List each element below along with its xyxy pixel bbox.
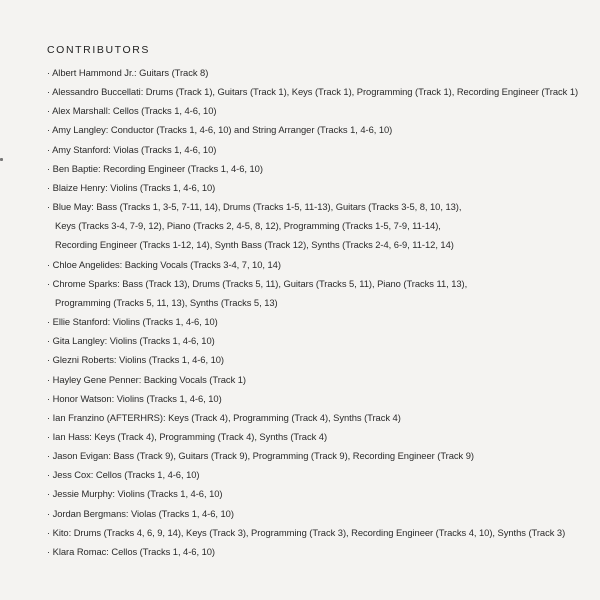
contributor-entry: · Ian Franzino (AFTERHRS): Keys (Track 4), Programming (Track 4), Synths (Track 4) bbox=[47, 411, 401, 423]
contributors-list bbox=[47, 63, 600, 561]
contributors-heading: CONTRIBUTORS bbox=[47, 44, 151, 56]
contributor-entry: · Blue May: Bass (Tracks 1, 3-5, 7-11, 14), Drums (Tracks 1-5, 11-13), Guitars (Tracks 3-5, 8, 10, 13), bbox=[47, 201, 462, 213]
contributor-entry: · Ellie Stanford: Violins (Tracks 1, 4-6, 10) bbox=[47, 316, 218, 328]
contributor-entry-continuation: Programming (Tracks 5, 11, 13), Synths (Tracks 5, 13) bbox=[55, 296, 278, 308]
contributor-entry: · Honor Watson: Violins (Tracks 1, 4-6, 10) bbox=[47, 392, 222, 404]
contributor-entry: · Ben Baptie: Recording Engineer (Tracks 1, 4-6, 10) bbox=[47, 162, 263, 174]
contributor-entry: · Gita Langley: Violins (Tracks 1, 4-6, 10) bbox=[47, 335, 215, 347]
contributor-entry: · Hayley Gene Penner: Backing Vocals (Track 1) bbox=[47, 373, 247, 385]
contributor-entry-continuation: Keys (Tracks 3-4, 7-9, 12), Piano (Tracks 2, 4-5, 8, 12), Programming (Tracks 1-5, 7-9, 11-14), bbox=[55, 220, 441, 232]
contributor-entry: · Chloe Angelides: Backing Vocals (Tracks 3-4, 7, 10, 14) bbox=[47, 258, 281, 270]
contributor-entry: · Blaize Henry: Violins (Tracks 1, 4-6, 10) bbox=[47, 181, 216, 193]
contributor-entry: · Amy Langley: Conductor (Tracks 1, 4-6, 10) and String Arranger (Tracks 1, 4-6, 10) bbox=[47, 124, 393, 136]
contributor-entry: · Ian Hass: Keys (Track 4), Programming (Track 4), Synths (Track 4) bbox=[47, 430, 328, 442]
contributor-entry: · Alessandro Buccellati: Drums (Track 1), Guitars (Track 1), Keys (Track 1), Programming (Track 1), Recording Engineer (Track 1) bbox=[47, 86, 579, 98]
contributor-entry: · Amy Stanford: Violas (Tracks 1, 4-6, 10) bbox=[47, 143, 217, 155]
contributor-entry: · Jess Cox: Cellos (Tracks 1, 4-6, 10) bbox=[47, 469, 200, 481]
contributor-entry: · Chrome Sparks: Bass (Track 13), Drums (Tracks 5, 11), Guitars (Tracks 5, 11), Piano (Tracks 11, 13), bbox=[47, 277, 468, 289]
contributor-entry: · Jessie Murphy: Violins (Tracks 1, 4-6, 10) bbox=[47, 488, 223, 500]
contributor-entry: · Alex Marshall: Cellos (Tracks 1, 4-6, 10) bbox=[47, 105, 217, 117]
edge-mark bbox=[0, 158, 3, 161]
contributor-entry: · Kito: Drums (Tracks 4, 6, 9, 14), Keys (Track 3), Programming (Track 3), Recording Engineer (Tracks 4, 10), Synths (Track 3) bbox=[47, 526, 566, 538]
contributor-entry-continuation: Recording Engineer (Tracks 1-12, 14), Synth Bass (Track 12), Synths (Tracks 2-4, 6-9, 11-12, 14) bbox=[55, 239, 454, 251]
contributor-entry: · Albert Hammond Jr.: Guitars (Track 8) bbox=[47, 67, 209, 78]
contributor-entry: · Jordan Bergmans: Violas (Tracks 1, 4-6, 10) bbox=[47, 507, 234, 519]
contributor-entry: · Glezni Roberts: Violins (Tracks 1, 4-6, 10) bbox=[47, 354, 224, 366]
contributor-entry: · Klara Romac: Cellos (Tracks 1, 4-6, 10) bbox=[47, 545, 215, 557]
contributor-entry: · Jason Evigan: Bass (Track 9), Guitars (Track 9), Programming (Track 9), Recording Engineer (Track 9) bbox=[47, 450, 474, 462]
